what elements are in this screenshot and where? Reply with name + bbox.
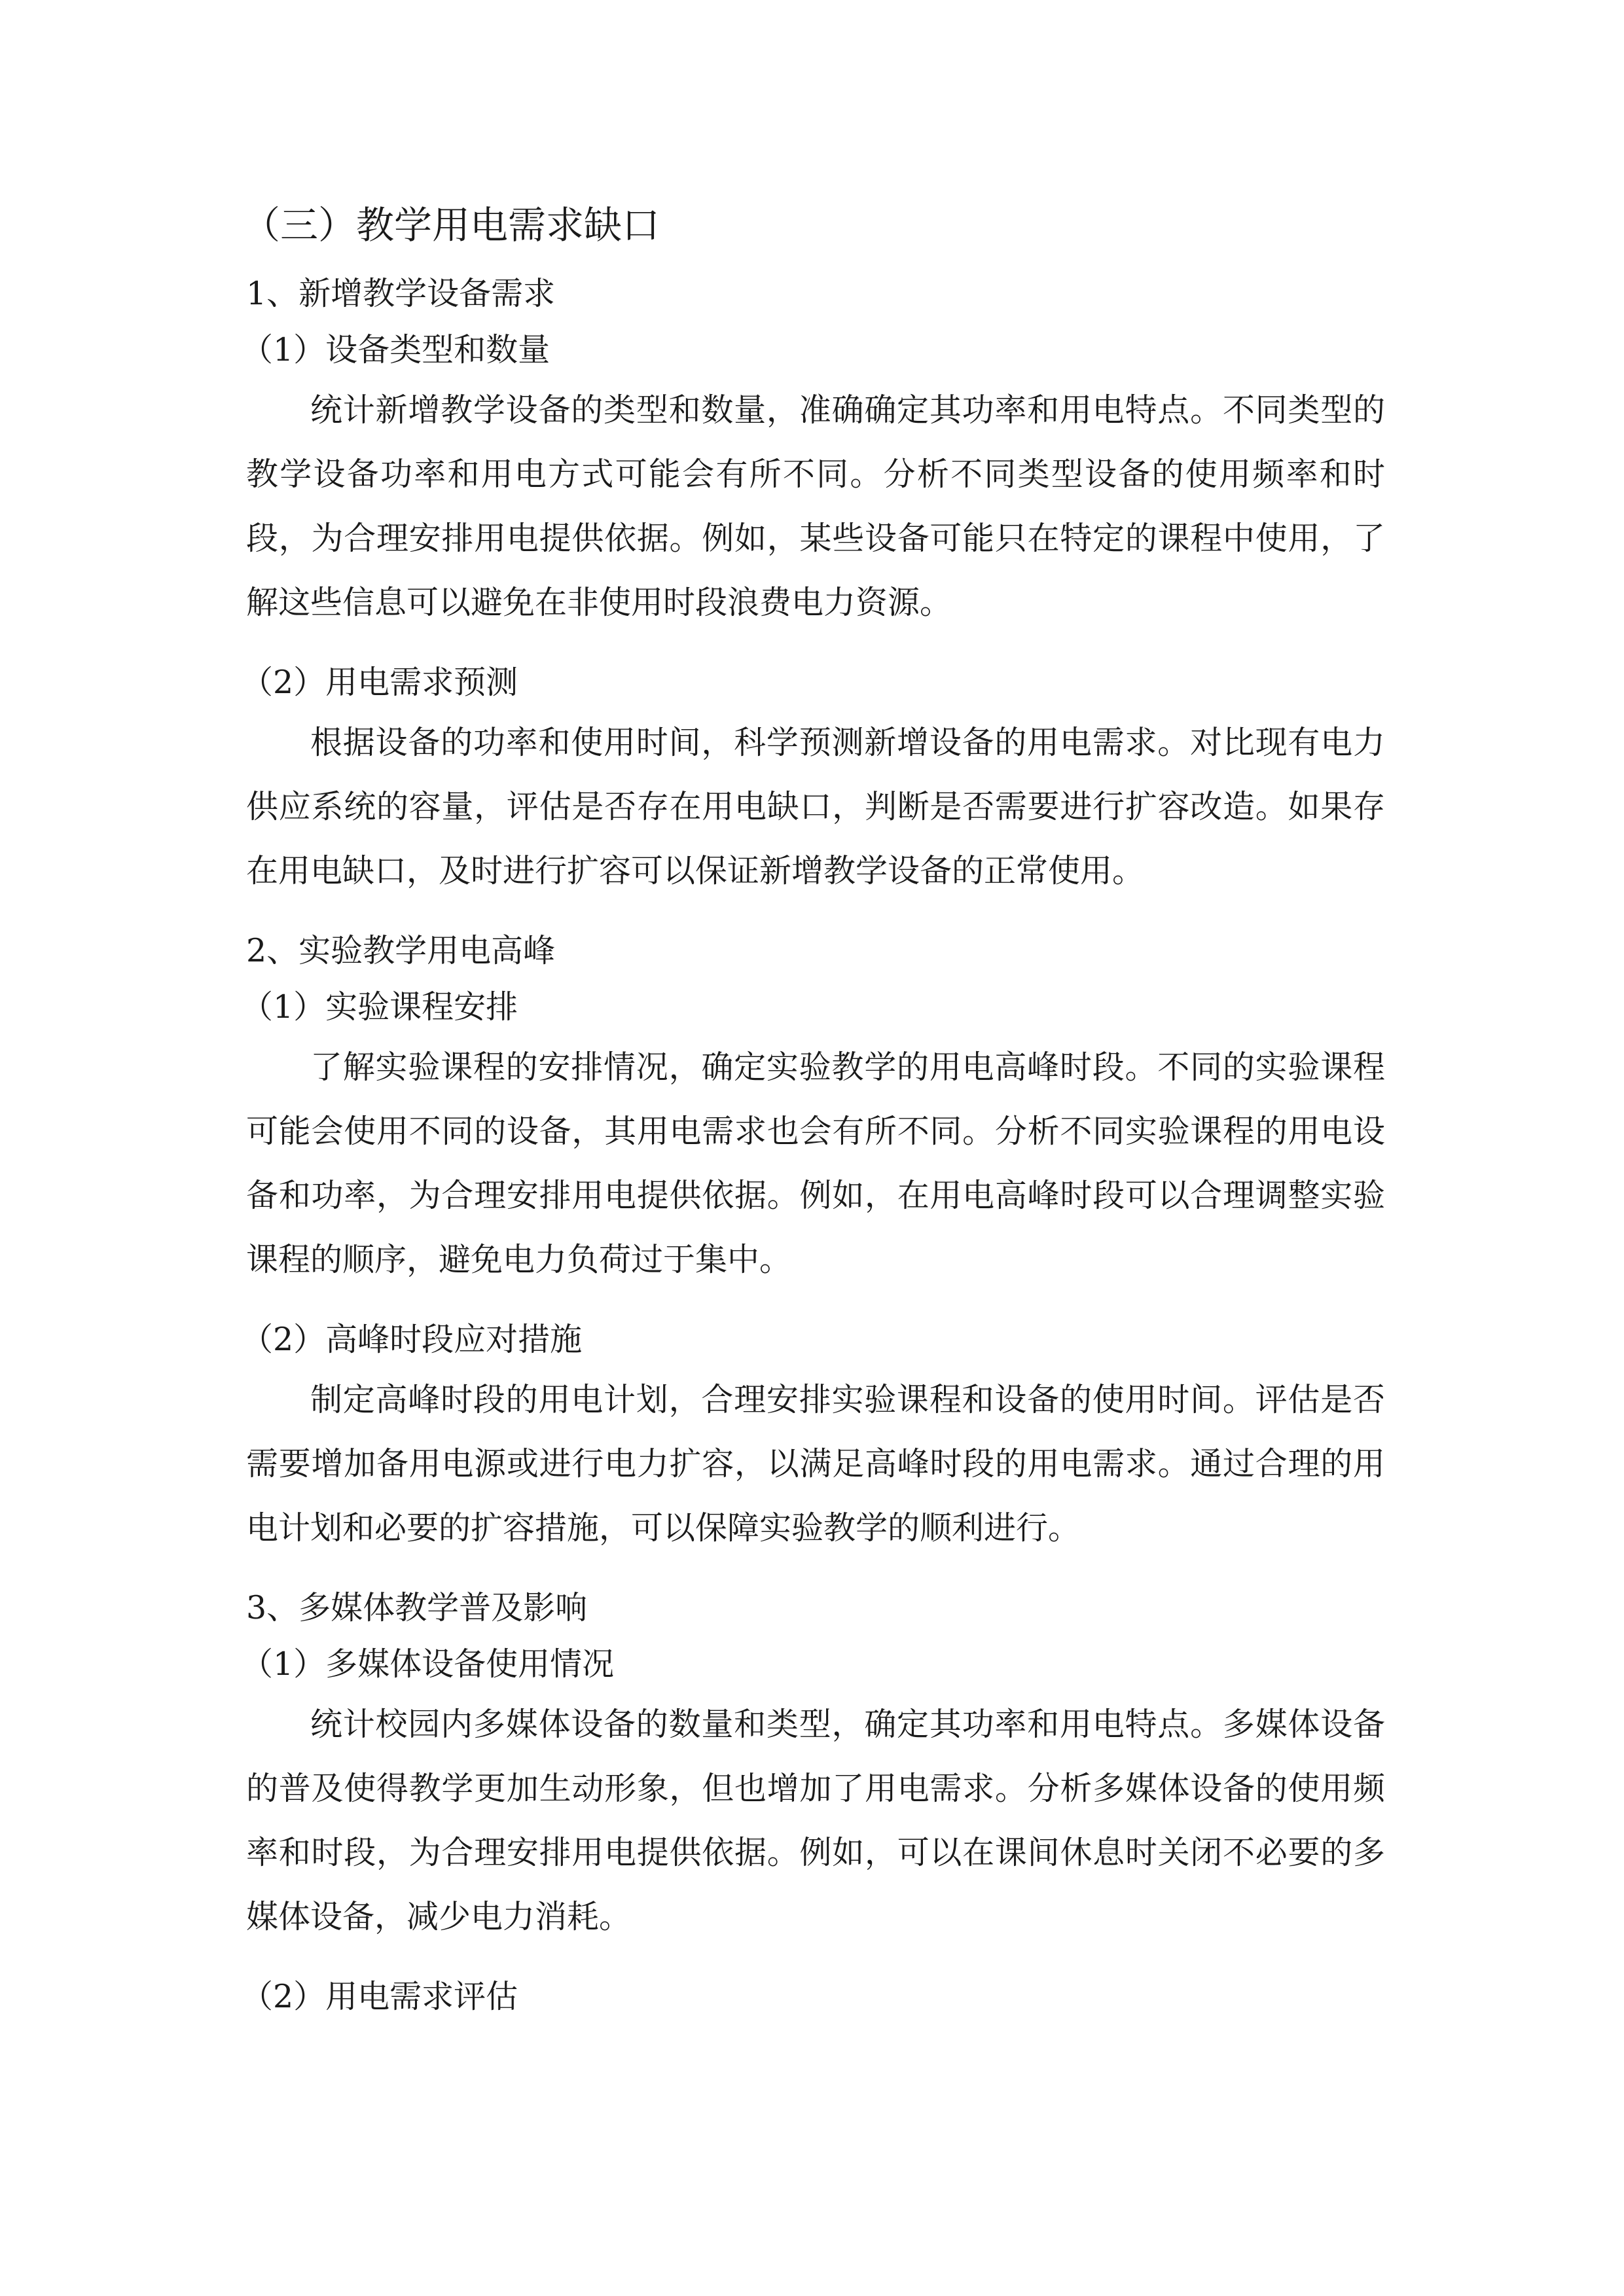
subsection-heading-1-1: （1）设备类型和数量 xyxy=(241,331,550,368)
paragraph-2-2: 制定高峰时段的用电计划，合理安排实验课程和设备的使用时间。评估是否需要增加备用电源或进行电力扩容，以满足高峰时段的用电需求。通过合理的用电计划和必要的扩容措施，可以保障实验教学的顺利进行。 xyxy=(246,1381,1385,1547)
subsection-heading-1-2: （2）用电需求预测 xyxy=(241,664,518,701)
document-page xyxy=(241,196,1385,2025)
paragraph-2-1: 了解实验课程的安排情况，确定实验教学的用电高峰时段。不同的实验课程可能会使用不同的设备，其用电需求也会有所不同。分析不同实验课程的用电设备和功率，为合理安排用电提供依据。例如，在用电高峰时段可以合理调整实验课程的顺序，避免电力负荷过于集中。 xyxy=(246,1049,1385,1278)
section-title: （三）教学用电需求缺口 xyxy=(242,203,660,247)
paragraph-1-1: 统计新增教学设备的类型和数量，准确确定其功率和用电特点。不同类型的教学设备功率和用电方式可能会有所不同。分析不同类型设备的使用频率和时段，为合理安排用电提供依据。例如，某些设备可能只在特定的课程中使用，了解这些信息可以避免在非使用时段浪费电力资源。 xyxy=(246,391,1385,621)
subsection-heading-3-1: （1）多媒体设备使用情况 xyxy=(241,1645,615,1683)
subsection-heading-2-1: （1）实验课程安排 xyxy=(241,988,518,1026)
section-heading-3: 3、多媒体教学普及影响 xyxy=(246,1589,588,1626)
paragraph-3-1: 统计校园内多媒体设备的数量和类型，确定其功率和用电特点。多媒体设备的普及使得教学更加生动形象，但也增加了用电需求。分析多媒体设备的使用频率和时段，为合理安排用电提供依据。例如，可以在课间休息时关闭不必要的多媒体设备，减少电力消耗。 xyxy=(246,1706,1385,1935)
subsection-heading-2-2: （2）高峰时段应对措施 xyxy=(241,1321,583,1358)
paragraph-1-2: 根据设备的功率和使用时间，科学预测新增设备的用电需求。对比现有电力供应系统的容量，评估是否存在用电缺口，判断是否需要进行扩容改造。如果存在用电缺口，及时进行扩容可以保证新增教学设备的正常使用。 xyxy=(246,724,1385,889)
section-heading-1: 1、新增教学设备需求 xyxy=(246,275,556,312)
section-heading-2: 2、实验教学用电高峰 xyxy=(246,932,556,969)
subsection-heading-3-2: （2）用电需求评估 xyxy=(241,1978,518,2015)
